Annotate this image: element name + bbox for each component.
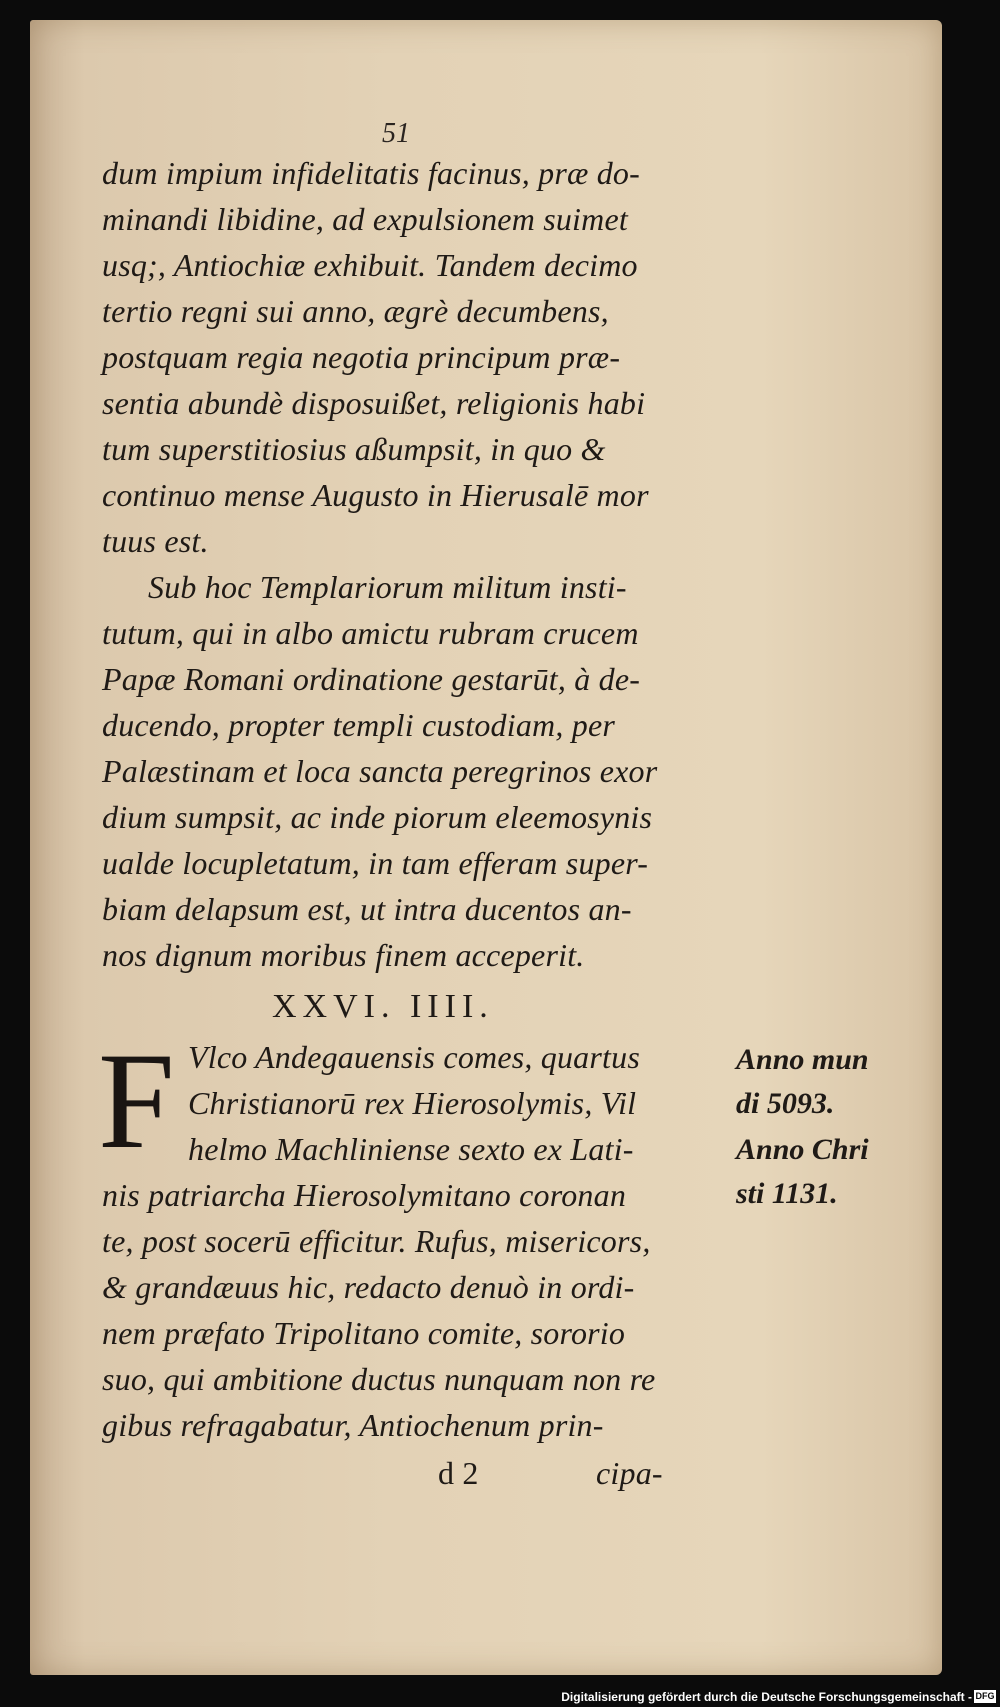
chapter-text-line: helmo Machliniense sexto ex Lati- xyxy=(188,1131,634,1167)
scanned-page xyxy=(30,20,942,1675)
text-line: tuus est. xyxy=(102,523,209,559)
text-line: tutum, qui in albo amictu rubram crucem xyxy=(102,615,639,651)
text-line: continuo mense Augusto in Hierusalē mor xyxy=(102,477,649,513)
paragraph-start-line: Sub hoc Templariorum militum insti- xyxy=(148,569,627,605)
chapter-text-line: Christianorū rex Hierosolymis, Vil xyxy=(188,1085,637,1121)
text-line: Palæstinam et loca sancta peregrinos exor xyxy=(102,753,658,789)
chapter-text-line: & grandæuus hic, redacto denuò in ordi- xyxy=(102,1269,635,1305)
signature-mark: d 2 xyxy=(438,1455,479,1491)
text-line: sentia abundè disposuißet, religionis habi xyxy=(102,385,646,421)
chapter-text-line: te, post socerū efficitur. Rufus, misericors, xyxy=(102,1223,651,1259)
chapter-text-line: Vlco Andegauensis comes, quartus xyxy=(188,1039,640,1075)
text-line: usq;, Antiochiæ exhibuit. Tandem decimo xyxy=(102,247,638,283)
text-line: ducendo, propter templi custodiam, per xyxy=(102,707,616,743)
chapter-text-line: gibus refragabatur, Antiochenum prin- xyxy=(102,1407,604,1443)
text-line: ualde locupletatum, in tam efferam super- xyxy=(102,845,649,881)
text-line: tertio regni sui anno, ægrè decumbens, xyxy=(102,293,609,329)
text-line: dum impium infidelitatis facinus, præ do- xyxy=(102,155,640,191)
text-line: biam delapsum est, ut intra ducentos an- xyxy=(102,891,632,927)
text-line: nos dignum moribus finem acceperit. xyxy=(102,937,585,973)
margin-note: di 5093. xyxy=(736,1087,835,1120)
text-line: minandi libidine, ad expulsionem suimet xyxy=(102,201,628,237)
margin-note: sti 1131. xyxy=(736,1177,838,1210)
chapter-text-line: nis patriarcha Hierosolymitano coronan xyxy=(102,1177,627,1213)
chapter-text-line: suo, qui ambitione ductus nunquam non re xyxy=(102,1361,656,1397)
text-line: Papæ Romani ordinatione gestarūt, à de- xyxy=(102,661,641,697)
text-line: postquam regia negotia principum præ- xyxy=(102,339,621,375)
page-number: 51 xyxy=(382,118,410,149)
catchword: cipa- xyxy=(596,1455,663,1491)
chapter-text-line: nem præfato Tripolitano comite, sororio xyxy=(102,1315,626,1351)
margin-note: Anno mun xyxy=(736,1043,869,1076)
chapter-heading: XXVI. IIII. xyxy=(272,988,494,1025)
text-line: tum superstitiosius aßumpsit, in quo & xyxy=(102,431,606,467)
footer-credit: Digitalisierung gefördert durch die Deutsche Forschungsgemeinschaft - xyxy=(561,1690,972,1704)
margin-note: Anno Chri xyxy=(736,1133,869,1166)
text-line: dium sumpsit, ac inde piorum eleemosynis xyxy=(102,799,653,835)
drop-cap: F xyxy=(98,1024,175,1177)
dfg-logo: DFG xyxy=(975,1691,995,1701)
